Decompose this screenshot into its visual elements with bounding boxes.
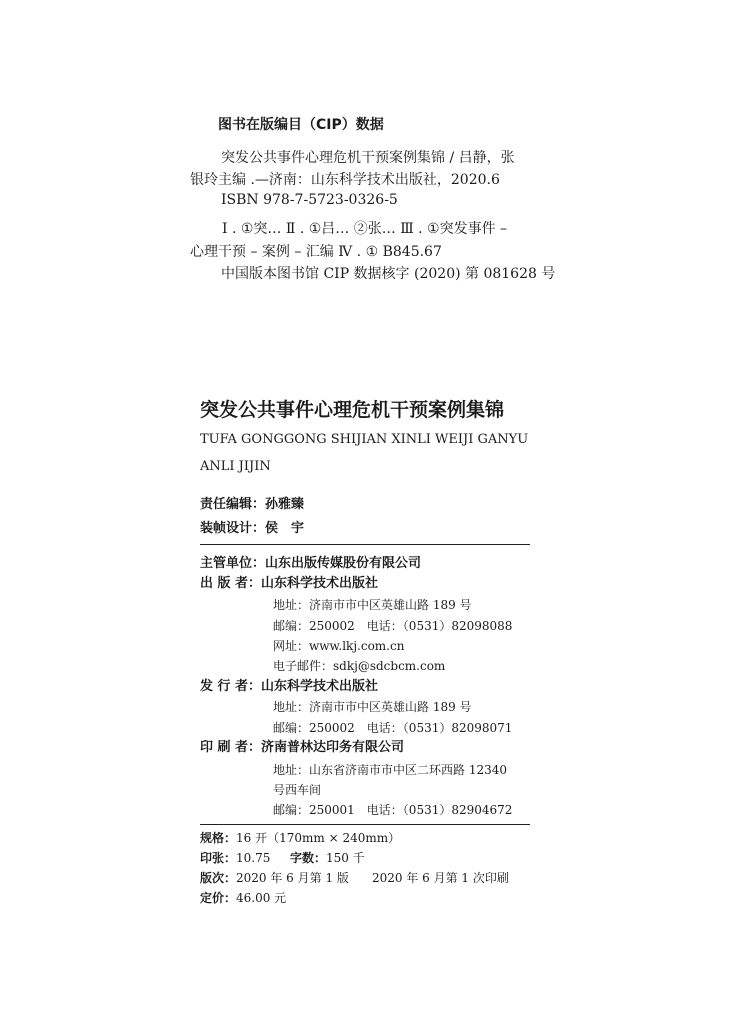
book-title: 突发公共事件心理危机干预案例集锦 — [200, 399, 505, 421]
book-pinyin-2: ANLI JIJIN — [200, 459, 271, 474]
spec-price-label: 定价： — [200, 891, 237, 905]
distributor-phone: 邮编：250002 电话：（0531）82098071 — [273, 721, 513, 735]
cip-class-1: Ⅰ . ①突… Ⅱ . ①吕… ②张… Ⅲ . ①突发事件 – — [222, 221, 508, 237]
spec-size-value: 16 开（170mm × 240mm） — [236, 831, 401, 845]
printer-phone: 邮编：250001 电话：（0531）82904672 — [273, 803, 513, 817]
spec-size-label: 规格： — [200, 831, 237, 845]
spec-sheets-label: 印张： — [200, 851, 237, 865]
cip-class-2: 心理干预 – 案例 – 汇编 Ⅳ . ① B845.67 — [190, 244, 442, 260]
book-pinyin-1: TUFA GONGGONG SHIJIAN XINLI WEIJI GANYU — [200, 432, 529, 447]
cip-line-1: 突发公共事件心理危机干预案例集锦 / 吕静，张 — [221, 150, 515, 166]
spec-edition — [200, 869, 349, 887]
printer-address-2: 号西车间 — [273, 783, 322, 797]
spec-edition-label: 版次： — [200, 871, 237, 885]
printer-name: 印 刷 者：济南普林达印务有限公司 — [200, 740, 405, 755]
spec-printing: 2020 年 6 月第 1 次印刷 — [372, 871, 509, 885]
publisher-address: 地址：济南市市中区英雄山路 189 号 — [273, 598, 472, 612]
cip-isbn: ISBN 978-7-5723-0326-5 — [221, 192, 398, 208]
spec-sheets-value: 10.75 — [236, 851, 271, 865]
spec-words — [290, 849, 365, 867]
spec-words-label: 字数： — [290, 851, 327, 865]
publisher-email: 电子邮件：sdkj@sdcbcm.com — [273, 659, 446, 673]
spec-size — [200, 829, 400, 847]
book-editor: 责任编辑：孙雅臻 — [200, 497, 305, 512]
distributor-address: 地址：济南市市中区英雄山路 189 号 — [273, 700, 472, 714]
supervisor: 主管单位：山东出版传媒股份有限公司 — [200, 556, 422, 571]
spec-price — [200, 889, 286, 907]
spec-edition-value: 2020 年 6 月第 1 版 — [236, 871, 349, 885]
divider — [200, 824, 530, 825]
book-designer: 装帧设计：侯 宇 — [200, 521, 305, 536]
distributor-name: 发 行 者：山东科学技术出版社 — [200, 679, 379, 694]
cip-line-2: 银玲主编 .—济南：山东科学技术出版社，2020.6 — [190, 172, 500, 188]
spec-sheets — [200, 849, 270, 867]
publisher-phone: 邮编：250002 电话：（0531）82098088 — [273, 619, 513, 633]
publisher-web: 网址：www.lkj.com.cn — [273, 639, 405, 653]
spec-words-value: 150 千 — [326, 851, 365, 865]
cip-record: 中国版本图书馆 CIP 数据核字 (2020) 第 081628 号 — [221, 266, 556, 282]
spec-price-value: 46.00 元 — [236, 891, 287, 905]
publisher-name: 出 版 者：山东科学技术出版社 — [200, 576, 379, 591]
printer-address-1: 地址：山东省济南市市中区二环西路 12340 — [273, 763, 507, 777]
divider — [200, 544, 530, 545]
cip-heading: 图书在版编目（CIP）数据 — [218, 117, 384, 133]
